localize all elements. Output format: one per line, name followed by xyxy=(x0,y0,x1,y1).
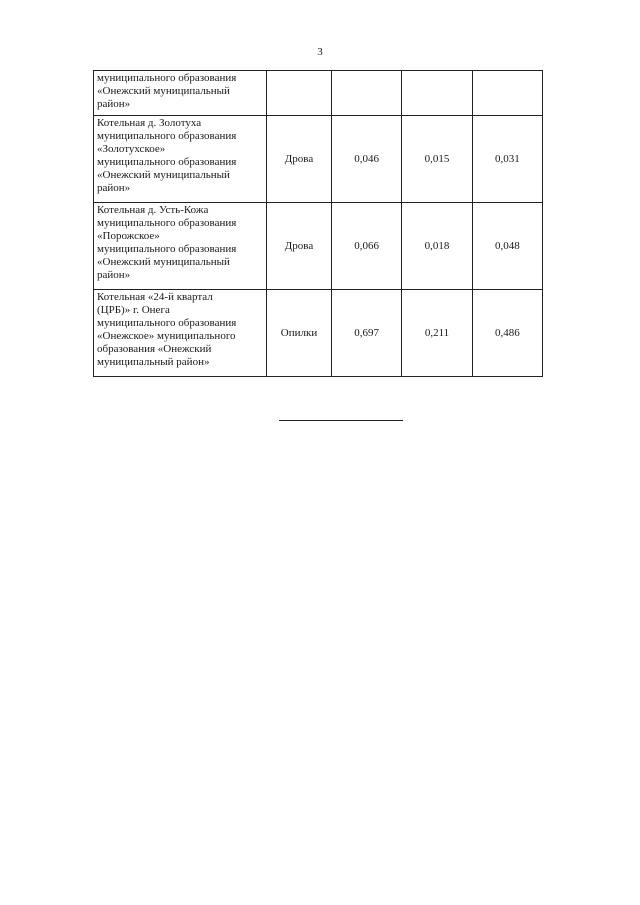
boiler-name-line: «Онежское» муниципального xyxy=(97,330,236,342)
value-cell-3 xyxy=(472,71,542,116)
value-cell-2: 0,211 xyxy=(402,290,472,377)
fuel-type-cell xyxy=(267,71,332,116)
value-cell-3: 0,031 xyxy=(472,116,542,203)
boiler-table xyxy=(93,70,543,377)
boiler-name-line: муниципального образования xyxy=(97,317,237,329)
boiler-name-line: Котельная д. Усть-Кожа xyxy=(97,204,209,216)
boiler-name-cell xyxy=(94,116,267,203)
boiler-name-line: Котельная «24-й квартал xyxy=(97,291,213,303)
fuel-type-cell: Опилки xyxy=(267,290,332,377)
boiler-name-line: «Онежский муниципальный xyxy=(97,169,230,181)
value-cell-1: 0,046 xyxy=(332,116,402,203)
value-cell-2 xyxy=(402,71,472,116)
table-row xyxy=(94,71,543,116)
boiler-name-cell xyxy=(94,203,267,290)
boiler-name-line: Котельная д. Золотуха xyxy=(97,117,202,129)
boiler-name-cell xyxy=(94,290,267,377)
value-cell-1 xyxy=(332,71,402,116)
boiler-name-line: «Онежский муниципальный xyxy=(97,256,230,268)
value-cell-1: 0,697 xyxy=(332,290,402,377)
boiler-name-line: район» xyxy=(97,182,131,194)
page-number: 3 xyxy=(317,46,323,58)
boiler-name-cell xyxy=(94,71,267,116)
boiler-name-line: «Порожское» xyxy=(97,230,160,242)
table-row xyxy=(94,203,543,290)
value-cell-3: 0,048 xyxy=(472,203,542,290)
end-of-document-rule xyxy=(279,420,403,421)
value-cell-2: 0,018 xyxy=(402,203,472,290)
boiler-name-line: муниципального образования xyxy=(97,72,237,84)
value-cell-2: 0,015 xyxy=(402,116,472,203)
boiler-name-line: муниципального образования xyxy=(97,243,237,255)
boiler-name-line: «Золотухское» xyxy=(97,143,166,155)
table-row xyxy=(94,290,543,377)
fuel-type-cell: Дрова xyxy=(267,203,332,290)
boiler-name-line: район» xyxy=(97,269,131,281)
boiler-name-line: муниципального образования xyxy=(97,130,237,142)
boiler-name-line: район» xyxy=(97,98,131,110)
boiler-name-line: муниципальный район» xyxy=(97,356,210,368)
value-cell-1: 0,066 xyxy=(332,203,402,290)
boiler-name-line: муниципального образования xyxy=(97,217,237,229)
fuel-type-cell: Дрова xyxy=(267,116,332,203)
value-cell-3: 0,486 xyxy=(472,290,542,377)
table-row xyxy=(94,116,543,203)
boiler-name-line: (ЦРБ)» г. Онега xyxy=(97,304,170,316)
boiler-name-line: муниципального образования xyxy=(97,156,237,168)
boiler-name-line: образования «Онежский xyxy=(97,343,212,355)
boiler-name-line: «Онежский муниципальный xyxy=(97,85,230,97)
